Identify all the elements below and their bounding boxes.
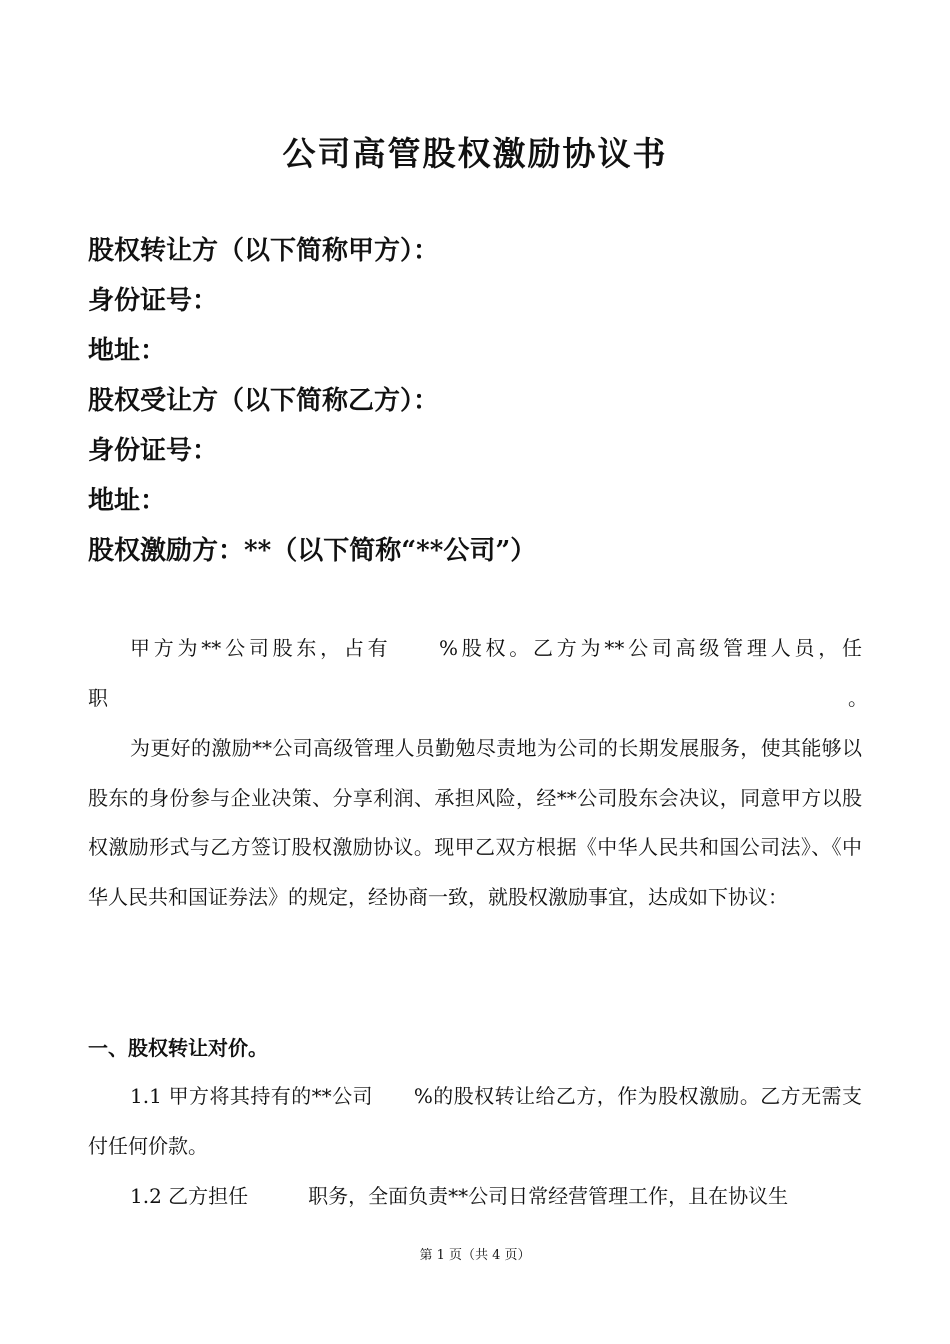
document-title: 公司高管股权激励协议书 [282, 134, 668, 173]
section-heading-1: 一、股权转让对价。 [88, 1036, 268, 1060]
page-footer: 第 1 页（共 4 页） [419, 1248, 531, 1263]
party-transferor-address: 地址： [88, 336, 167, 366]
party-transferor: 股权转让方（以下简称甲方）： [88, 236, 440, 266]
paragraph-shareholding: 甲方为**公司股东，占有 %股权。乙方为**公司高级管理人员，任职 。 [88, 636, 868, 710]
party-transferee-id: 身份证号： [88, 436, 219, 466]
party-incentive-company: 股权激励方：**（以下简称“**公司”） [88, 536, 537, 566]
party-transferee-address: 地址： [88, 486, 167, 516]
party-transferor-id: 身份证号： [88, 286, 219, 316]
clause-1-2: 1.2 乙方担任 职务，全面负责**公司日常经营管理工作，且在协议生 [130, 1184, 789, 1208]
party-transferee: 股权受让方（以下简称乙方）： [88, 386, 440, 416]
clause-1-1: 1.1 甲方将其持有的**公司 %的股权转让给乙方，作为股权激励。乙方无需支付任何价款。 [88, 1084, 862, 1158]
paragraph-purpose: 为更好的激励**公司高级管理人员勤勉尽责地为公司的长期发展服务，使其能够以股东的身份参与企业决策、分享利润、承担风险，经**公司股东会决议，同意甲方以股权激励形式与乙方签订股权激励协议。现甲乙双方根据《中华人民共和国公司法》、《中华人民共和国证券法》的规定，经协商一致，就股权激励事宜，达成如下协议： [88, 736, 862, 909]
